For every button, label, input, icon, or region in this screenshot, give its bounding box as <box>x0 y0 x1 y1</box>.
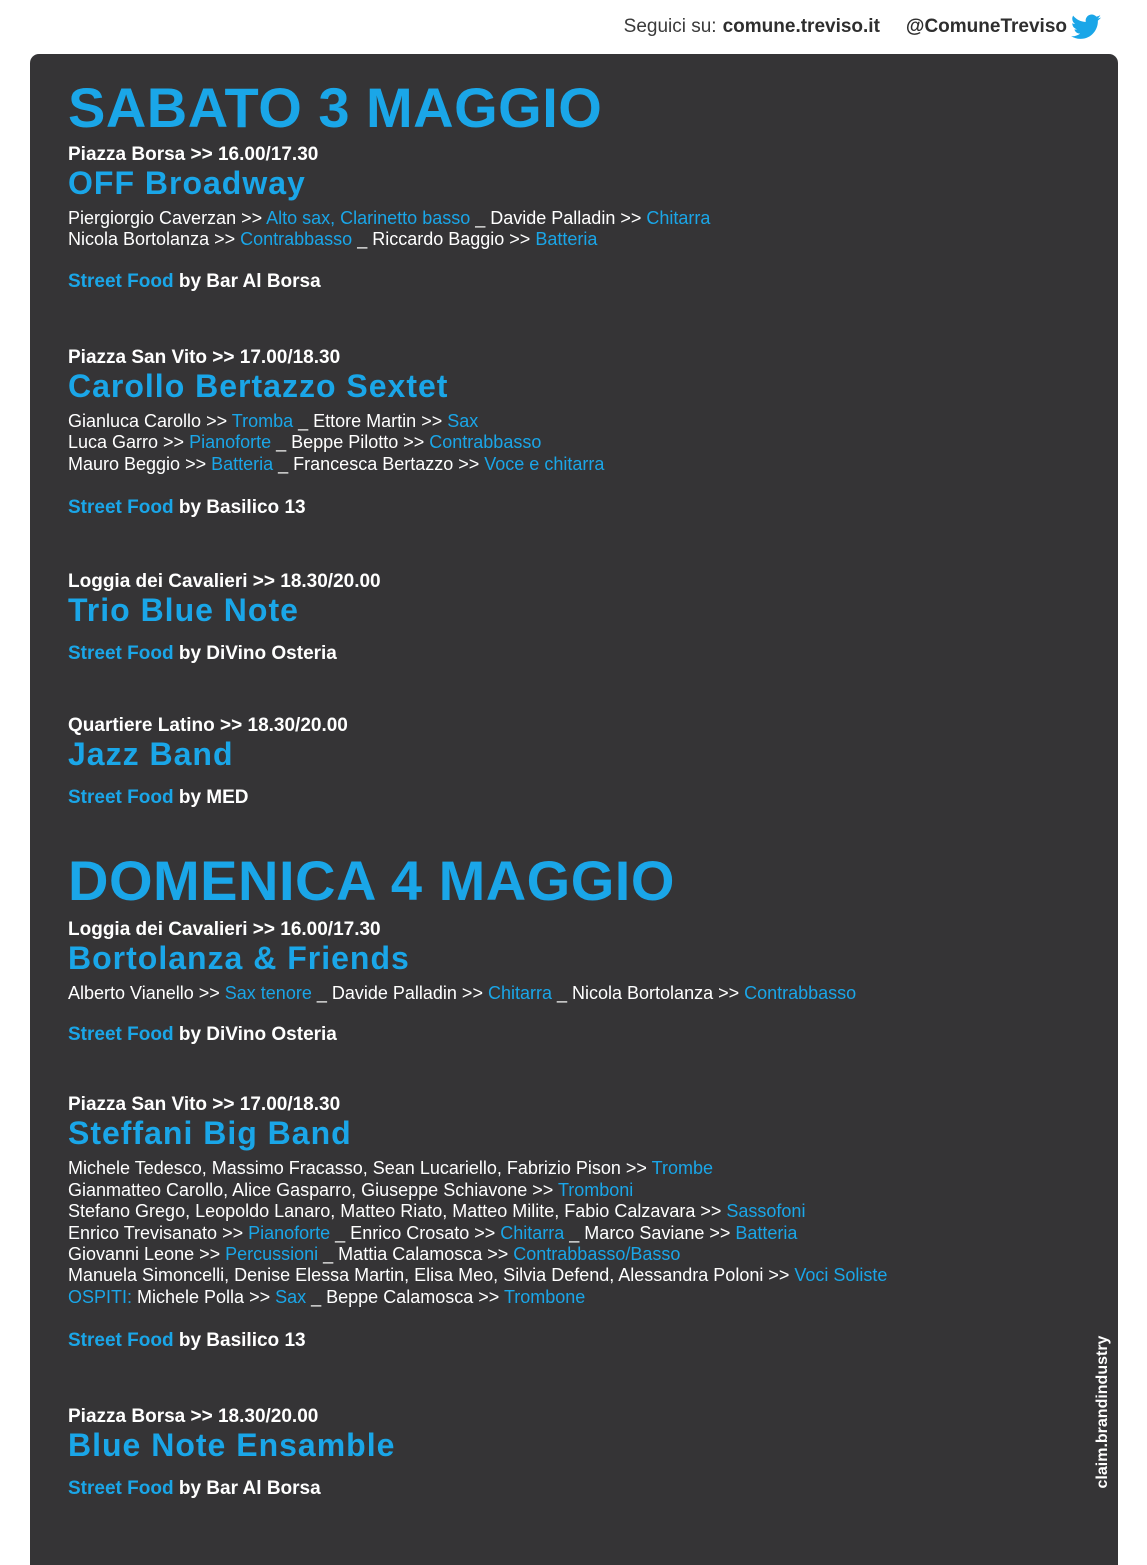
lineup <box>68 208 1068 251</box>
lineup-line <box>68 208 1068 229</box>
instrument: Trombe <box>651 1158 713 1179</box>
lineup <box>68 983 1068 1004</box>
event-venue-time: Piazza San Vito >> 17.00/18.30 <box>68 1094 341 1116</box>
band-name: Carollo Bertazzo Sextet <box>68 367 449 404</box>
instrument: Contrabbasso <box>240 229 353 250</box>
band-name: Bortolanza & Friends <box>68 940 410 977</box>
musician-names: Enrico Trevisanato >> <box>68 1222 249 1243</box>
website-link[interactable]: comune.treviso.it <box>722 16 880 37</box>
band-name: Steffani Big Band <box>68 1115 352 1152</box>
musician-names: Giovanni Leone >> <box>68 1244 226 1265</box>
follow-label: Seguici su: <box>623 16 717 37</box>
lineup-line <box>68 1244 1068 1265</box>
instrument: Voce e chitarra <box>484 453 605 474</box>
lineup-line <box>68 1265 1068 1286</box>
instrument: Batteria <box>735 1222 798 1243</box>
event-block <box>68 347 1068 519</box>
lineup <box>68 1158 1068 1308</box>
instrument: Contrabbasso/Basso <box>513 1244 681 1265</box>
musician-names: _ Ettore Martin >> <box>293 410 448 431</box>
street-food-line <box>68 1478 1068 1500</box>
band-name: Trio Blue Note <box>68 592 299 629</box>
event-venue-time: Piazza Borsa >> 16.00/17.30 <box>68 144 319 165</box>
musician-names: _ Davide Palladin >> <box>470 208 647 228</box>
musician-names: Michele Tedesco, Massimo Fracasso, Sean Lucariello, Fabrizio Pison >> <box>68 1158 652 1179</box>
street-food-label: Street Food <box>68 1330 174 1352</box>
street-food-label: Street Food <box>68 643 174 665</box>
street-food-label: Street Food <box>68 270 174 292</box>
musician-names: Michele Polla >> <box>132 1286 276 1307</box>
event-venue-time: Loggia dei Cavalieri >> 16.00/17.30 <box>68 919 381 941</box>
musician-names: Piergiorgio Caverzan >> <box>68 208 267 228</box>
musician-names: Stefano Grego, Leopoldo Lanaro, Matteo Riato, Matteo Milite, Fabio Calzavara >> <box>68 1201 727 1222</box>
lineup-line <box>68 983 1068 1004</box>
instrument: Chitarra <box>500 1222 565 1243</box>
event-block <box>68 715 1068 809</box>
event-venue-time: Piazza San Vito >> 17.00/18.30 <box>68 346 341 368</box>
lineup-line <box>68 1158 1068 1179</box>
musician-names: Gianluca Carollo >> <box>68 410 232 431</box>
lineup-line <box>68 229 1068 250</box>
instrument: Voci Soliste <box>794 1265 888 1286</box>
day-section <box>68 849 1068 1500</box>
day-title: SABATO 3 MAGGIO <box>68 76 603 139</box>
musician-names: Manuela Simoncelli, Denise Elessa Martin, Elisa Meo, Silvia Defend, Alessandra Poloni >> <box>68 1265 795 1286</box>
street-food-label: Street Food <box>68 1024 174 1046</box>
lineup-line <box>68 1180 1068 1201</box>
street-food-vendor: by DiVino Osteria <box>178 1024 337 1046</box>
musician-names: Nicola Bortolanza >> <box>68 229 241 250</box>
musician-names: _ Nicola Bortolanza >> <box>552 983 745 1004</box>
program-content <box>68 76 1068 1500</box>
street-food-vendor: by Basilico 13 <box>178 497 306 519</box>
street-food-line <box>68 787 1068 809</box>
event-venue-time: Loggia dei Cavalieri >> 18.30/20.00 <box>68 571 381 593</box>
lineup-line <box>68 1223 1068 1244</box>
event-venue-time: Piazza Borsa >> 18.30/20.00 <box>68 1406 319 1428</box>
musician-names: _ Davide Palladin >> <box>311 983 488 1004</box>
musician-names: _ Francesca Bertazzo >> <box>273 453 485 474</box>
street-food-vendor: by MED <box>178 787 249 809</box>
lineup-line <box>68 1201 1068 1222</box>
street-food-line <box>68 1024 1068 1046</box>
instrument: Percussioni <box>225 1244 319 1265</box>
musician-names: _ Mattia Calamosca >> <box>318 1244 514 1265</box>
instrument: Chitarra <box>646 208 711 228</box>
instrument: Contrabbasso <box>429 432 542 453</box>
day-title: DOMENICA 4 MAGGIO <box>68 849 675 913</box>
street-food-vendor: by Basilico 13 <box>178 1330 306 1352</box>
street-food-line <box>68 1330 1068 1352</box>
musician-names: _ Beppe Calamosca >> <box>306 1286 504 1307</box>
musician-names: Alberto Vianello >> <box>68 983 225 1004</box>
instrument: Alto sax, Clarinetto basso <box>266 208 471 228</box>
program-panel <box>30 54 1118 1565</box>
street-food-vendor: by DiVino Osteria <box>178 643 337 665</box>
credit-text: claim.brandindustry <box>1094 1335 1111 1489</box>
event-block <box>68 919 1068 1046</box>
street-food-line <box>68 643 1068 665</box>
band-name: Jazz Band <box>68 736 234 773</box>
musician-names: _ Enrico Crosato >> <box>330 1222 501 1243</box>
day-section <box>68 76 1068 809</box>
street-food-vendor: by Bar Al Borsa <box>178 270 321 292</box>
instrument: Batteria <box>211 453 274 474</box>
lineup-line <box>68 454 1068 475</box>
musician-names: Luca Garro >> <box>68 432 190 453</box>
musician-names: _ Riccardo Baggio >> <box>352 229 536 250</box>
event-block <box>68 571 1068 665</box>
instrument: Pianoforte <box>189 432 272 453</box>
musician-names: _ Beppe Pilotto >> <box>271 432 430 453</box>
instrument: Trombone <box>503 1286 586 1307</box>
instrument: OSPITI: <box>68 1286 133 1307</box>
band-name: OFF Broadway <box>68 165 306 201</box>
lineup-line <box>68 432 1068 453</box>
event-block <box>68 144 1068 293</box>
musician-names: Mauro Beggio >> <box>68 453 212 474</box>
instrument: Tromba <box>231 410 294 431</box>
lineup <box>68 411 1068 475</box>
header-bar <box>624 14 1101 40</box>
lineup-line <box>68 1287 1068 1308</box>
instrument: Sax <box>447 410 479 431</box>
street-food-vendor: by Bar Al Borsa <box>178 1478 321 1500</box>
street-food-line <box>68 497 1068 519</box>
instrument: Batteria <box>535 229 598 250</box>
instrument: Pianoforte <box>248 1222 331 1243</box>
instrument: Sax tenore <box>224 983 312 1004</box>
street-food-label: Street Food <box>68 497 174 519</box>
event-block <box>68 1406 1068 1500</box>
street-food-line <box>68 271 1068 293</box>
lineup-line <box>68 411 1068 432</box>
instrument: Contrabbasso <box>744 983 857 1004</box>
musician-names: _ Marco Saviane >> <box>564 1222 736 1243</box>
musician-names: Gianmatteo Carollo, Alice Gasparro, Giuseppe Schiavone >> <box>68 1179 558 1200</box>
instrument: Chitarra <box>487 983 552 1004</box>
event-block <box>68 1094 1068 1352</box>
instrument: Tromboni <box>557 1179 634 1200</box>
instrument: Sax <box>275 1286 307 1307</box>
instrument: Sassofoni <box>726 1201 806 1222</box>
street-food-label: Street Food <box>68 787 174 809</box>
twitter-bird-icon[interactable] <box>1071 14 1101 40</box>
event-venue-time: Quartiere Latino >> 18.30/20.00 <box>68 715 348 737</box>
street-food-label: Street Food <box>68 1478 174 1500</box>
band-name: Blue Note Ensamble <box>68 1427 396 1464</box>
twitter-handle[interactable]: @ComuneTreviso <box>905 16 1067 37</box>
